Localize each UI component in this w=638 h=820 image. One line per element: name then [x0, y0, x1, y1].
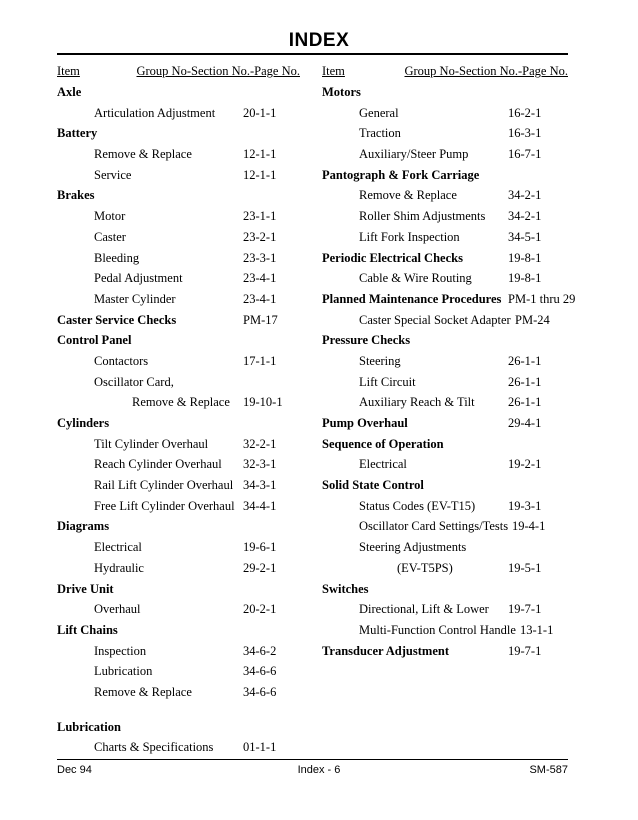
entry-label: Oscillator Card,	[94, 374, 174, 389]
entry-label: Reach Cylinder Overhaul	[94, 457, 222, 472]
entry-label: Pressure Checks	[322, 333, 411, 348]
entry-page-ref: 19-5-1	[508, 560, 542, 575]
entry-label: Lubrication	[57, 719, 121, 734]
entry-label: Sequence of Operation	[322, 436, 444, 451]
entry-label: Multi-Function Control Handle	[359, 622, 516, 637]
entry-label: Steering	[359, 353, 401, 368]
index-entry-row	[322, 144, 570, 165]
index-section-row	[322, 248, 570, 269]
entry-page-ref: 26-1-1	[508, 395, 542, 410]
index-section-row	[57, 717, 309, 738]
entry-label: Lift Fork Inspection	[359, 229, 460, 244]
index-entry-row	[57, 144, 309, 165]
entry-label: Overhaul	[94, 602, 141, 617]
entry-label: Diagrams	[57, 519, 110, 534]
footer-page-number: Index - 6	[297, 764, 341, 776]
item-header: Item	[57, 64, 80, 78]
footer-manual-code: SM-587	[529, 764, 568, 776]
entry-label: General	[359, 105, 399, 120]
entry-label: Cylinders	[57, 416, 110, 430]
entry-label: Articulation Adjustment	[94, 105, 216, 120]
index-entry-row	[57, 392, 309, 413]
index-entry-row	[57, 558, 309, 579]
entry-label: Lubrication	[94, 664, 153, 679]
entry-page-ref: PM-1 thru 29	[508, 291, 576, 306]
index-entry-row	[57, 268, 309, 289]
entry-label: Axle	[57, 85, 82, 99]
entry-label: Caster Service Checks	[57, 312, 177, 327]
index-entry-row	[57, 737, 309, 758]
entry-label: Oscillator Card Settings/Tests	[359, 519, 509, 534]
entry-page-ref: 26-1-1	[508, 353, 542, 368]
index-entry-row	[57, 351, 309, 372]
entry-page-ref: 19-7-1	[508, 602, 542, 617]
entry-page-ref: 26-1-1	[508, 374, 542, 389]
footer-date: Dec 94	[57, 764, 92, 776]
entry-page-ref: 29-4-1	[508, 416, 542, 430]
entry-label: Pantograph & Fork Carriage	[322, 167, 480, 182]
entry-page-ref: 01-1-1	[243, 740, 277, 755]
index-entry-row	[322, 454, 570, 475]
entry-page-ref: 19-4-1	[512, 519, 546, 534]
index-entry-row	[322, 372, 570, 393]
index-entry-row	[322, 620, 570, 641]
entry-page-ref: 20-1-1	[243, 105, 277, 120]
index-section-row	[57, 123, 309, 144]
entry-label: Service	[94, 167, 132, 182]
entry-page-ref: 34-6-6	[243, 664, 277, 679]
group-header: Group No-Section No.-Page No.	[136, 64, 300, 78]
item-header: Item	[322, 64, 345, 78]
index-entry-row	[322, 185, 570, 206]
entry-label: Charts & Specifications	[94, 740, 214, 755]
entry-page-ref: 23-3-1	[243, 250, 277, 265]
index-entry-row	[322, 268, 570, 289]
entry-page-ref: 19-10-1	[243, 395, 283, 410]
index-section-row	[322, 641, 570, 662]
entry-label: Remove & Replace	[132, 395, 230, 410]
entry-label: Brakes	[57, 188, 95, 203]
entry-page-ref: 34-4-1	[243, 498, 277, 513]
index-entry-row	[57, 454, 309, 475]
entry-label: Switches	[322, 581, 369, 596]
entry-label: Transducer Adjustment	[322, 643, 449, 658]
index-column-right	[322, 64, 576, 661]
entry-label: Auxiliary/Steer Pump	[359, 147, 469, 162]
entry-page-ref: 16-3-1	[508, 126, 542, 141]
group-header: Group No-Section No.-Page No.	[404, 64, 568, 78]
entry-page-ref: 34-2-1	[508, 188, 542, 203]
entry-page-ref: 23-1-1	[243, 209, 277, 224]
entry-label: Motors	[322, 85, 361, 99]
index-entry-row	[57, 165, 309, 186]
index-entry-row	[322, 537, 570, 558]
entry-page-ref: 17-1-1	[243, 353, 277, 368]
index-entry-row	[57, 227, 309, 248]
index-entry-row	[322, 227, 570, 248]
entry-page-ref: 19-3-1	[508, 498, 542, 513]
entry-label: Inspection	[94, 643, 147, 658]
index-section-row	[57, 620, 309, 641]
index-section-row	[57, 82, 309, 103]
entry-label: Solid State Control	[322, 478, 424, 493]
index-section-row	[322, 165, 570, 186]
index-entry-row	[322, 351, 570, 372]
entry-label: Electrical	[94, 540, 142, 555]
column-header	[57, 64, 309, 82]
entry-page-ref: 19-6-1	[243, 540, 277, 555]
entry-page-ref: PM-17	[243, 312, 278, 327]
index-column-left	[57, 64, 309, 758]
entry-page-ref: 20-2-1	[243, 602, 277, 617]
entry-page-ref: 19-8-1	[508, 250, 542, 265]
entry-label: Pump Overhaul	[322, 416, 408, 430]
index-section-row	[322, 413, 570, 434]
entry-label: Roller Shim Adjustments	[359, 209, 486, 224]
index-entry-row	[322, 558, 570, 579]
index-entry-row	[322, 392, 570, 413]
index-section-row	[57, 330, 309, 351]
index-section-row	[57, 579, 309, 600]
entry-page-ref: 34-2-1	[508, 209, 542, 224]
entry-page-ref: 34-3-1	[243, 478, 277, 493]
entry-label: Directional, Lift & Lower	[359, 602, 489, 617]
index-entry-row	[57, 372, 309, 393]
index-section-row	[322, 434, 570, 455]
index-section-row	[322, 330, 570, 351]
entry-page-ref: 34-6-6	[243, 684, 277, 699]
entry-label: Planned Maintenance Procedures	[322, 291, 502, 306]
entry-page-ref: 32-3-1	[243, 457, 277, 472]
entry-label: Rail Lift Cylinder Overhaul	[94, 478, 234, 493]
index-entry-row	[322, 516, 570, 537]
index-entry-row	[57, 248, 309, 269]
entry-label: Battery	[57, 126, 98, 141]
entry-page-ref: 34-5-1	[508, 229, 542, 244]
index-section-row	[57, 310, 309, 331]
entry-label: Lift Circuit	[359, 374, 416, 389]
entry-label: Auxiliary Reach & Tilt	[359, 395, 475, 410]
index-section-row	[322, 579, 570, 600]
entry-label: Drive Unit	[57, 581, 114, 596]
index-entry-row	[322, 599, 570, 620]
index-entry-row	[57, 103, 309, 124]
entry-label: Electrical	[359, 457, 407, 472]
entry-label: Lift Chains	[57, 622, 118, 637]
entry-page-ref: 19-8-1	[508, 271, 542, 286]
entry-label: Contactors	[94, 353, 149, 368]
index-entry-row	[57, 537, 309, 558]
entry-page-ref: 16-2-1	[508, 105, 542, 120]
entry-label: Free Lift Cylinder Overhaul	[94, 498, 235, 513]
entry-label: Master Cylinder	[94, 291, 176, 306]
entry-label: Periodic Electrical Checks	[322, 250, 463, 265]
entry-label: Hydraulic	[94, 560, 144, 575]
index-entry-row	[322, 496, 570, 517]
index-section-row	[57, 516, 309, 537]
index-entry-row	[57, 661, 309, 682]
entry-label: Traction	[359, 126, 401, 141]
title-rule	[57, 53, 568, 55]
index-entry-row	[57, 475, 309, 496]
index-entry-row	[57, 599, 309, 620]
index-section-row	[322, 289, 576, 310]
entry-page-ref: 19-7-1	[508, 643, 542, 658]
entry-page-ref: 34-6-2	[243, 643, 277, 658]
entry-page-ref: 12-1-1	[243, 147, 277, 162]
entry-label: Pedal Adjustment	[94, 271, 183, 286]
entry-label: Tilt Cylinder Overhaul	[94, 436, 209, 451]
entry-page-ref: PM-24	[515, 312, 550, 327]
entry-label: Control Panel	[57, 333, 132, 348]
entry-page-ref: 23-2-1	[243, 229, 277, 244]
entry-page-ref: 23-4-1	[243, 291, 277, 306]
index-entry-row	[322, 310, 570, 331]
column-header	[322, 64, 570, 82]
entry-label: Steering Adjustments	[359, 540, 467, 555]
footer-rule	[57, 759, 568, 760]
entry-page-ref: 19-2-1	[508, 457, 542, 472]
index-entry-row	[322, 103, 570, 124]
entry-label: (EV-T5PS)	[397, 560, 453, 575]
entry-page-ref: 23-4-1	[243, 271, 277, 286]
index-entry-row	[322, 123, 570, 144]
index-section-row	[322, 82, 570, 103]
entry-label: Caster	[94, 229, 126, 244]
index-entry-row	[322, 206, 570, 227]
entry-page-ref: 16-7-1	[508, 147, 542, 162]
index-entry-row	[57, 434, 309, 455]
entry-page-ref: 12-1-1	[243, 167, 277, 182]
index-section-row	[57, 413, 309, 434]
entry-label: Motor	[94, 209, 126, 224]
index-section-row	[322, 475, 570, 496]
index-entry-row	[57, 496, 309, 517]
index-section-row	[57, 185, 309, 206]
entry-page-ref: 29-2-1	[243, 560, 277, 575]
entry-label: Remove & Replace	[94, 147, 192, 162]
page-title: INDEX	[288, 30, 350, 51]
index-entry-row	[57, 682, 309, 703]
entry-label: Bleeding	[94, 250, 140, 265]
index-entry-row	[57, 206, 309, 227]
index-entry-row	[57, 641, 309, 662]
entry-page-ref: 13-1-1	[520, 622, 554, 637]
entry-label: Remove & Replace	[359, 188, 457, 203]
index-entry-row	[57, 289, 309, 310]
entry-label: Status Codes (EV-T15)	[359, 498, 476, 513]
entry-label: Cable & Wire Routing	[359, 271, 472, 286]
entry-label: Remove & Replace	[94, 684, 192, 699]
entry-label: Caster Special Socket Adapter	[359, 312, 511, 327]
entry-page-ref: 32-2-1	[243, 436, 277, 451]
